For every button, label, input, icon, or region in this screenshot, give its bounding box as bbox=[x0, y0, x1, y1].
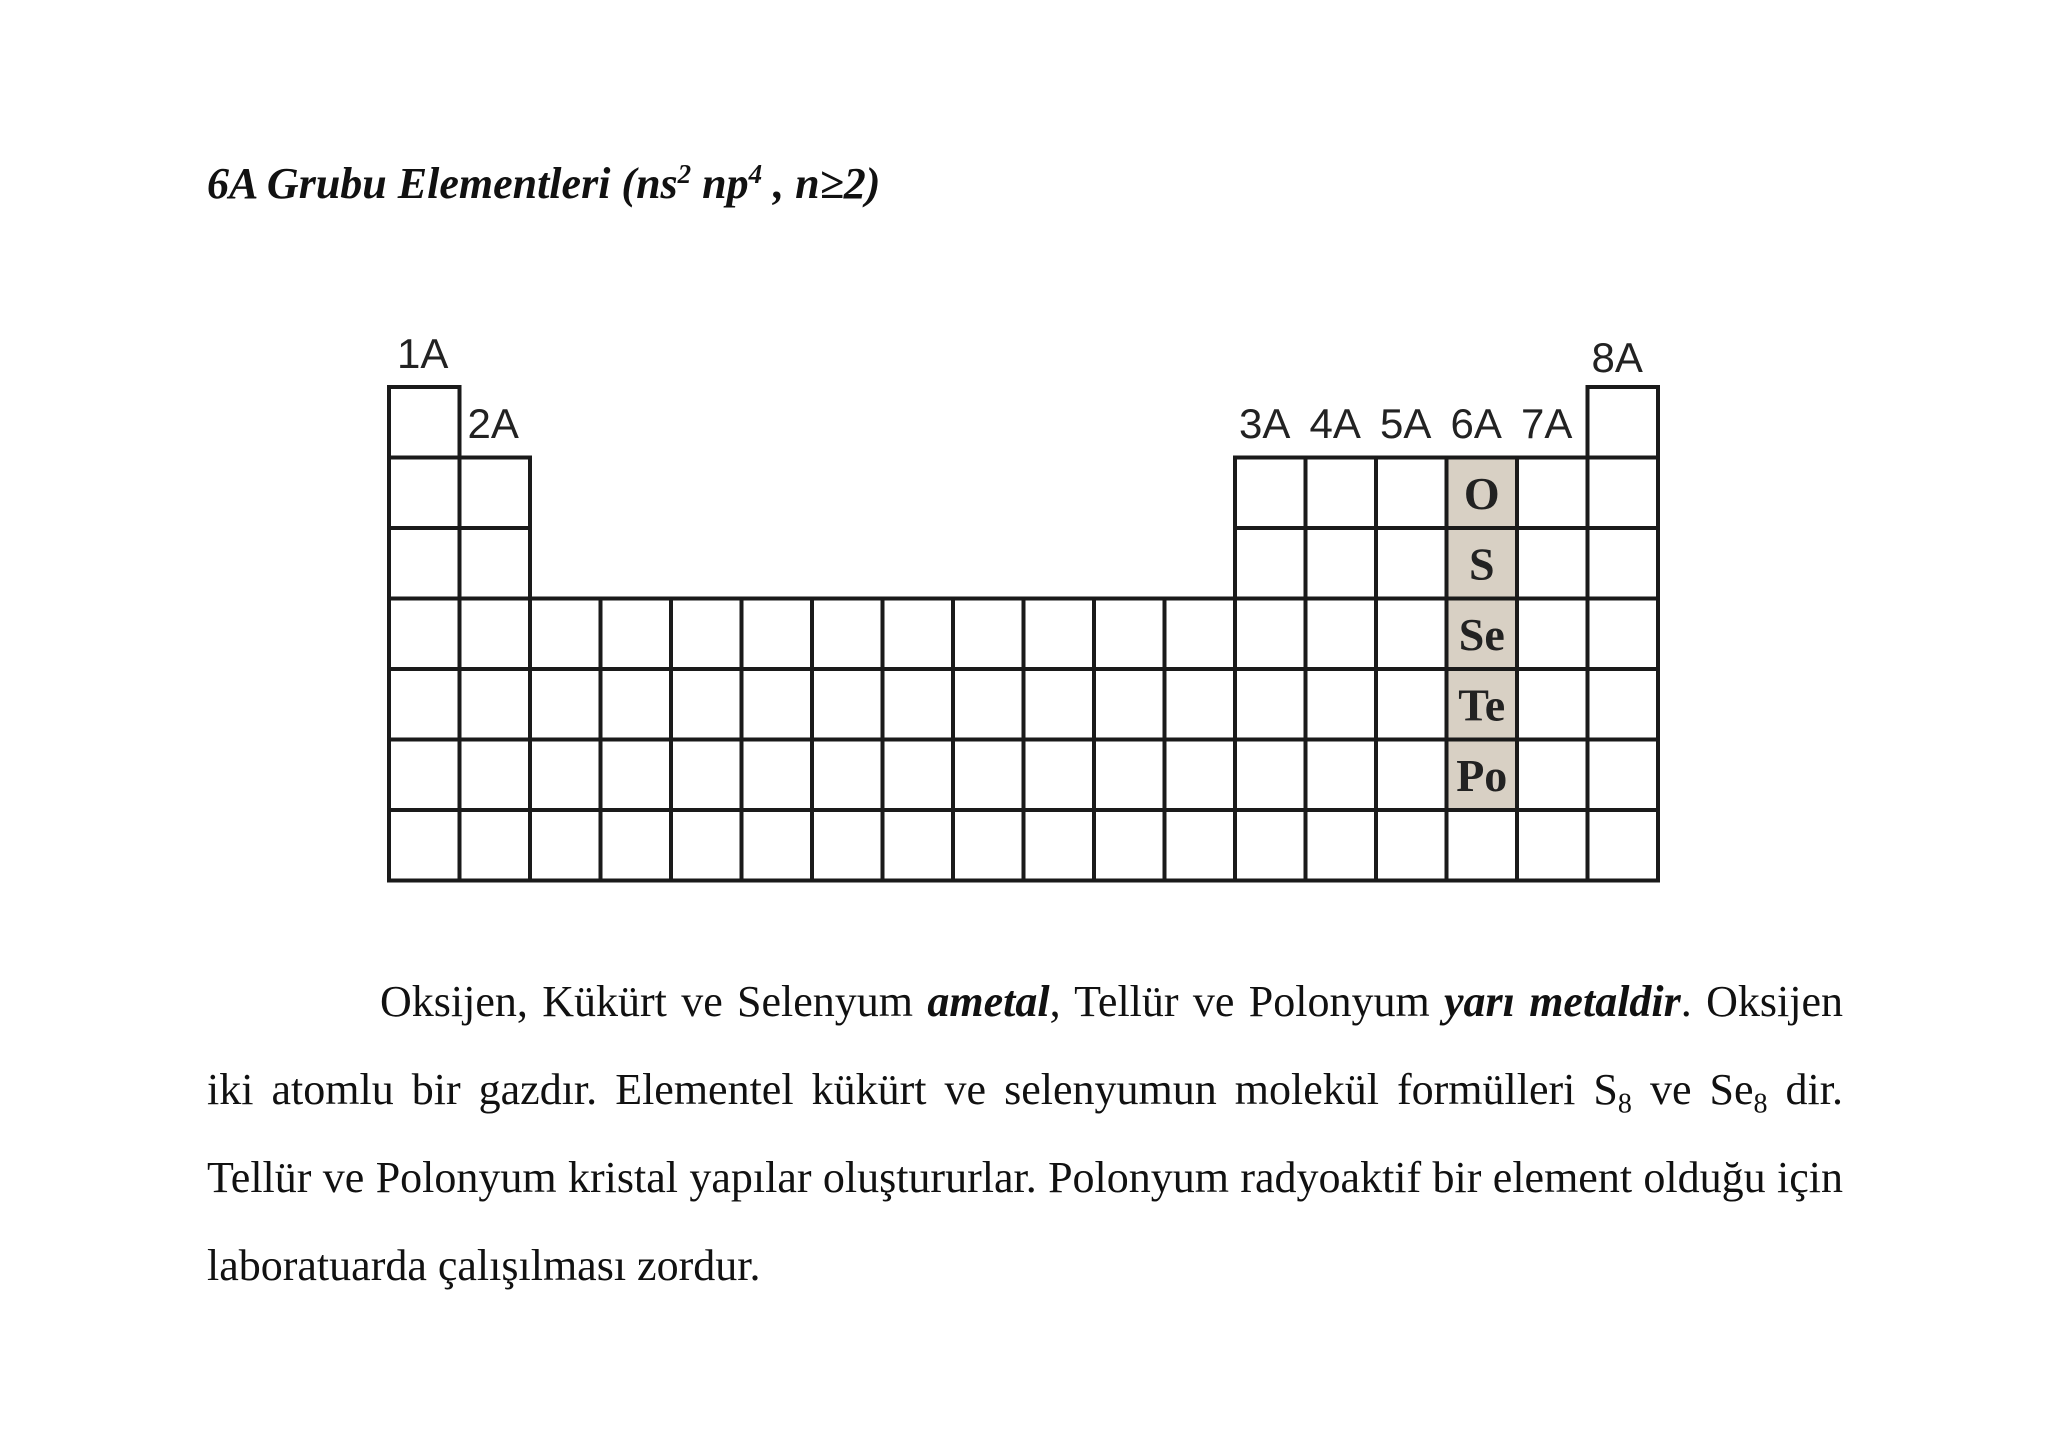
table-cell bbox=[883, 599, 954, 670]
table-cell bbox=[812, 810, 883, 881]
table-cell bbox=[1235, 669, 1306, 740]
group-label-5a: 5A bbox=[1380, 400, 1432, 447]
table-cell bbox=[1376, 528, 1447, 599]
term-yari-metaldir: yarı metaldir bbox=[1444, 977, 1681, 1026]
subscript-s8: 8 bbox=[1617, 1088, 1632, 1120]
table-cell bbox=[953, 740, 1024, 811]
table-cell bbox=[1306, 810, 1377, 881]
table-cell bbox=[1517, 740, 1588, 811]
table-cell bbox=[883, 740, 954, 811]
table-cell bbox=[742, 669, 813, 740]
table-cell bbox=[1306, 740, 1377, 811]
table-cell bbox=[1376, 599, 1447, 670]
table-cell bbox=[460, 528, 531, 599]
table-cell bbox=[1588, 528, 1659, 599]
table-cell bbox=[389, 387, 460, 458]
table-cell bbox=[389, 740, 460, 811]
table-cell bbox=[1376, 458, 1447, 529]
table-cell bbox=[812, 740, 883, 811]
element-symbol-se: Se bbox=[1458, 608, 1505, 660]
table-cell bbox=[953, 810, 1024, 881]
paragraph-text-4: ve Se bbox=[1631, 1065, 1754, 1114]
group-label-1a: 1A bbox=[397, 330, 449, 377]
table-cell bbox=[460, 810, 531, 881]
element-symbol-o: O bbox=[1463, 467, 1500, 519]
table-cell bbox=[1306, 528, 1377, 599]
table-cell bbox=[601, 740, 672, 811]
heading-text-np: np bbox=[691, 159, 749, 208]
table-cell bbox=[1588, 387, 1659, 458]
element-symbol-s: S bbox=[1468, 538, 1495, 590]
table-cell bbox=[601, 810, 672, 881]
group-label-7a: 7A bbox=[1521, 400, 1573, 447]
table-cell bbox=[1588, 599, 1659, 670]
table-cell bbox=[1447, 810, 1518, 881]
paragraph-text-2: , Tellür ve Polonyum bbox=[1049, 977, 1444, 1026]
heading-superscript-p: 4 bbox=[748, 159, 763, 190]
table-cell bbox=[671, 599, 742, 670]
table-cell bbox=[389, 669, 460, 740]
table-cell bbox=[1024, 669, 1095, 740]
table-cell bbox=[953, 669, 1024, 740]
heading-text-end: , n≥2) bbox=[762, 159, 881, 208]
table-cell bbox=[389, 810, 460, 881]
table-cell bbox=[1376, 740, 1447, 811]
table-cell bbox=[460, 599, 531, 670]
table-cell bbox=[671, 810, 742, 881]
table-cell bbox=[1588, 740, 1659, 811]
table-cell bbox=[1165, 740, 1236, 811]
table-cell bbox=[1376, 669, 1447, 740]
table-cell bbox=[1094, 669, 1165, 740]
table-cell bbox=[1165, 599, 1236, 670]
table-cell bbox=[460, 458, 531, 529]
table-cell bbox=[1517, 599, 1588, 670]
table-cell bbox=[1517, 528, 1588, 599]
table-cell bbox=[1588, 669, 1659, 740]
element-symbol-te: Te bbox=[1458, 679, 1506, 731]
table-cell bbox=[1024, 810, 1095, 881]
term-ametal: ametal bbox=[927, 977, 1050, 1026]
table-cell bbox=[742, 810, 813, 881]
table-cell bbox=[530, 599, 601, 670]
table-cell bbox=[883, 810, 954, 881]
table-cell bbox=[671, 669, 742, 740]
table-cell bbox=[671, 740, 742, 811]
table-cell bbox=[389, 458, 460, 529]
table-cell bbox=[530, 669, 601, 740]
table-cell bbox=[1588, 458, 1659, 529]
table-cell bbox=[1517, 669, 1588, 740]
table-cell bbox=[1165, 669, 1236, 740]
table-cell bbox=[1235, 458, 1306, 529]
heading-superscript-s: 2 bbox=[677, 159, 692, 190]
subscript-se8: 8 bbox=[1753, 1088, 1768, 1120]
table-cell bbox=[460, 740, 531, 811]
table-cell bbox=[1024, 740, 1095, 811]
table-cell bbox=[1235, 740, 1306, 811]
paragraph-text-5: dir. Tellür ve Polonyum kristal yapılar oluştururlar. Polonyum radyoaktif bir element olduğu için laboratuarda çalışılması zordur. bbox=[207, 1065, 1844, 1290]
group-label-3a: 3A bbox=[1239, 400, 1291, 447]
table-cell bbox=[812, 599, 883, 670]
table-cell bbox=[1306, 669, 1377, 740]
group-label-6a: 6A bbox=[1450, 400, 1502, 447]
group-label-4a: 4A bbox=[1309, 400, 1361, 447]
table-cell bbox=[1165, 810, 1236, 881]
table-cell bbox=[1024, 599, 1095, 670]
table-cell bbox=[1094, 599, 1165, 670]
table-cell bbox=[1094, 740, 1165, 811]
table-cell bbox=[812, 669, 883, 740]
table-cell bbox=[883, 669, 954, 740]
group-label-8a: 8A bbox=[1591, 334, 1643, 381]
table-cell bbox=[1094, 810, 1165, 881]
table-cell bbox=[742, 740, 813, 811]
table-cell bbox=[601, 599, 672, 670]
table-cell bbox=[953, 599, 1024, 670]
table-cell bbox=[1235, 528, 1306, 599]
group-label-2a: 2A bbox=[467, 400, 519, 447]
table-cell bbox=[530, 810, 601, 881]
table-cell bbox=[530, 740, 601, 811]
table-cell bbox=[1235, 810, 1306, 881]
table-cell bbox=[460, 669, 531, 740]
table-cell bbox=[601, 669, 672, 740]
table-cell bbox=[1235, 599, 1306, 670]
table-cell bbox=[742, 599, 813, 670]
table-cell bbox=[1517, 458, 1588, 529]
element-symbol-po: Po bbox=[1456, 749, 1508, 801]
body-paragraph bbox=[207, 958, 1843, 1310]
table-cell bbox=[1306, 599, 1377, 670]
table-cell bbox=[1376, 810, 1447, 881]
heading-text: 6A Grubu Elementleri (ns bbox=[207, 159, 678, 208]
table-cell bbox=[1517, 810, 1588, 881]
table-cell bbox=[389, 599, 460, 670]
table-cell bbox=[1588, 810, 1659, 881]
paragraph-text-3: . Oksijen iki atomlu bir gazdır. Elementel kükürt ve selenyumun molekül formülleri S bbox=[207, 977, 1843, 1114]
paragraph-text-1: Oksijen, Kükürt ve Selenyum bbox=[380, 977, 928, 1026]
table-cell bbox=[1306, 458, 1377, 529]
table-cell bbox=[389, 528, 460, 599]
